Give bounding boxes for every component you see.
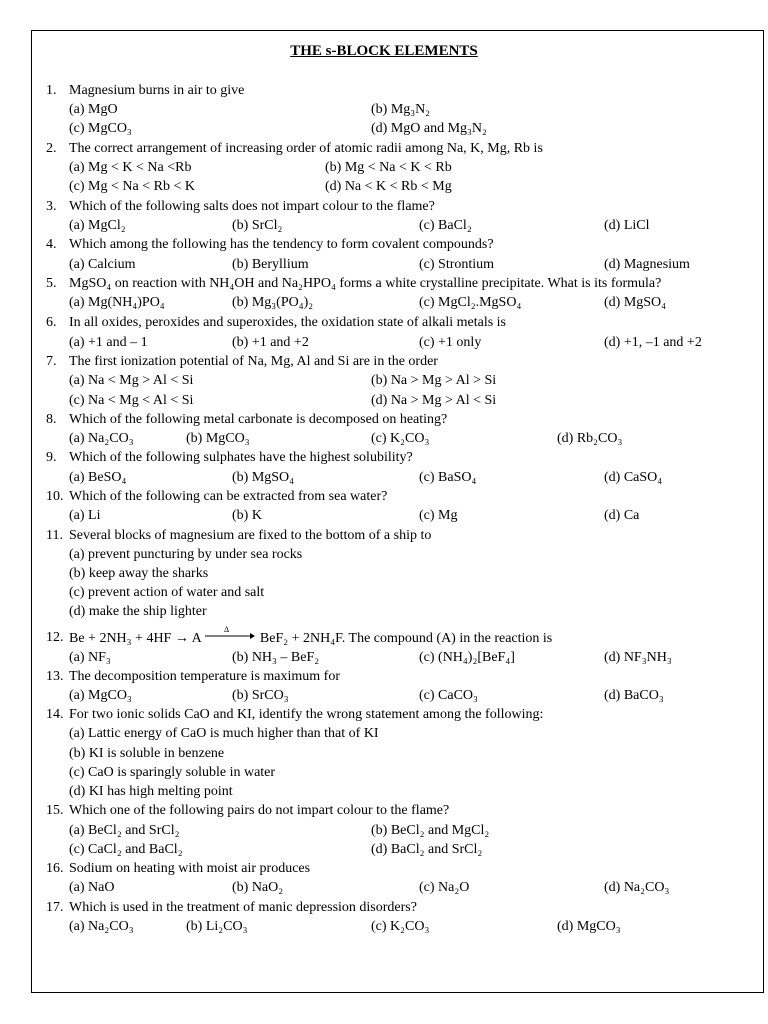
question-number: 17. <box>46 900 64 915</box>
option-d: (d) MgO and Mg₃N₂ <box>371 121 487 136</box>
option-a: (a) Li <box>69 508 101 523</box>
option-a: (a) Na₂CO₃ <box>69 431 134 446</box>
option-d: (d) Magnesium <box>604 257 690 272</box>
option-c: (c) prevent action of water and salt <box>69 585 265 600</box>
option-b: (b) K <box>232 508 262 523</box>
question-text: Sodium on heating with moist air produces <box>69 861 311 876</box>
option-d: (d) NF₃NH₃ <box>604 650 672 665</box>
question-number: 9. <box>46 450 57 465</box>
option-a: (a) +1 and – 1 <box>69 335 148 350</box>
option-a: (a) Lattic energy of CaO is much higher than that of KI <box>69 726 379 741</box>
option-c: (c) CaO is sparingly soluble in water <box>69 765 276 780</box>
question-text <box>69 625 553 648</box>
heat-symbol: Δ <box>224 625 230 634</box>
question-text: Several blocks of magnesium are fixed to the bottom of a ship to <box>69 528 432 543</box>
option-c: (c) CaCO₃ <box>419 688 478 703</box>
option-d: (d) CaSO₄ <box>604 470 663 485</box>
question-text: The decomposition temperature is maximum for <box>69 669 340 684</box>
option-c: (c) BaCl₂ <box>419 218 472 233</box>
question-number: 5. <box>46 276 57 291</box>
option-a: (a) Na₂CO₃ <box>69 919 134 934</box>
question-number: 4. <box>46 237 57 252</box>
option-c: (c) Na < Mg < Al < Si <box>69 393 194 408</box>
option-a: (a) Mg < K < Na <Rb <box>69 160 192 175</box>
option-a: (a) Calcium <box>69 257 136 272</box>
option-b: (b) SrCO₃ <box>232 688 289 703</box>
option-c: (c) Mg <box>419 508 458 523</box>
option-c: (c) Na₂O <box>419 880 470 895</box>
option-d: (d) make the ship lighter <box>69 604 207 619</box>
option-a: (a) prevent puncturing by under sea rocks <box>69 547 303 562</box>
question-number: 7. <box>46 354 57 369</box>
question-text: The correct arrangement of increasing order of atomic radii among Na, K, Mg, Rb is <box>69 141 543 156</box>
question-text: Magnesium burns in air to give <box>69 83 245 98</box>
question-number: 12. <box>46 630 64 645</box>
question-number: 6. <box>46 315 57 330</box>
question-text: Which of the following metal carbonate is decomposed on heating? <box>69 412 448 427</box>
option-d: (d) Na > Mg > Al < Si <box>371 393 497 408</box>
question-text: In all oxides, peroxides and superoxides, the oxidation state of alkali metals is <box>69 315 507 330</box>
option-b: (b) keep away the sharks <box>69 566 209 581</box>
question-text: Which of the following can be extracted from sea water? <box>69 489 388 504</box>
option-d: (d) BaCl₂ and SrCl₂ <box>371 842 483 857</box>
option-d: (d) KI has high melting point <box>69 784 233 799</box>
question-number: 1. <box>46 83 57 98</box>
question-text: Which one of the following pairs do not impart colour to the flame? <box>69 803 450 818</box>
question-number: 14. <box>46 707 64 722</box>
option-b: (b) Beryllium <box>232 257 309 272</box>
option-b: (b) NH₃ – BeF₂ <box>232 650 320 665</box>
option-d: (d) MgSO₄ <box>604 295 667 310</box>
option-c: (c) K₂CO₃ <box>371 431 430 446</box>
option-a: (a) NaO <box>69 880 115 895</box>
option-d: (d) BaCO₃ <box>604 688 664 703</box>
option-c: (c) Mg < Na < Rb < K <box>69 179 195 194</box>
option-b: (b) Mg < Na < K < Rb <box>325 160 452 175</box>
option-d: (d) MgCO₃ <box>557 919 621 934</box>
option-b: (b) Mg₃N₂ <box>371 102 431 117</box>
option-d: (d) LiCl <box>604 218 650 233</box>
option-a: (a) NF₃ <box>69 650 111 665</box>
reaction-left-side: Be + 2NH₃ + 4HF → A <box>69 631 205 646</box>
option-b: (b) MgSO₄ <box>232 470 295 485</box>
option-a: (a) MgCl₂ <box>69 218 126 233</box>
option-c: (c) +1 only <box>419 335 482 350</box>
option-d: (d) +1, –1 and +2 <box>604 335 702 350</box>
question-text: MgSO₄ on reaction with NH₄OH and Na₂HPO₄ forms a white crystalline precipitate. What is its formula? <box>69 276 662 291</box>
question-number: 8. <box>46 412 57 427</box>
option-a: (a) MgCO₃ <box>69 688 132 703</box>
reaction-arrow <box>204 625 256 643</box>
option-d: (d) Na₂CO₃ <box>604 880 670 895</box>
question-text: Which among the following has the tendency to form covalent compounds? <box>69 237 494 252</box>
option-a: (a) Mg(NH₄)PO₄ <box>69 295 165 310</box>
reaction-right-side: BeF₂ + 2NH₄F. The compound (A) in the reaction is <box>256 631 553 646</box>
option-b: (b) NaO₂ <box>232 880 284 895</box>
question-number: 2. <box>46 141 57 156</box>
option-b: (b) SrCl₂ <box>232 218 283 233</box>
question-number: 3. <box>46 199 57 214</box>
option-a: (a) BeSO₄ <box>69 470 127 485</box>
option-c: (c) MgCl₂.MgSO₄ <box>419 295 522 310</box>
option-c: (c) (NH₄)₂[BeF₄] <box>419 650 515 665</box>
question-number: 11. <box>46 528 63 543</box>
question-number: 13. <box>46 669 64 684</box>
option-b: (b) KI is soluble in benzene <box>69 746 225 761</box>
option-b: (b) +1 and +2 <box>232 335 309 350</box>
question-text: Which of the following salts does not impart colour to the flame? <box>69 199 435 214</box>
option-a: (a) MgO <box>69 102 118 117</box>
option-c: (c) K₂CO₃ <box>371 919 430 934</box>
option-d: (d) Rb₂CO₃ <box>557 431 623 446</box>
question-text: For two ionic solids CaO and KI, identify the wrong statement among the following: <box>69 707 544 722</box>
option-b: (b) BeCl₂ and MgCl₂ <box>371 823 490 838</box>
option-b: (b) Na > Mg > Al > Si <box>371 373 497 388</box>
option-b: (b) Mg₃(PO₄)₂ <box>232 295 314 310</box>
question-text: The first ionization potential of Na, Mg, Al and Si are in the order <box>69 354 438 369</box>
question-text: Which of the following sulphates have the highest solubility? <box>69 450 413 465</box>
question-text: Which is used in the treatment of manic depression disorders? <box>69 900 417 915</box>
right-arrow-icon <box>204 625 256 645</box>
option-a: (a) BeCl₂ and SrCl₂ <box>69 823 180 838</box>
option-c: (c) CaCl₂ and BaCl₂ <box>69 842 183 857</box>
option-d: (d) Na < K < Rb < Mg <box>325 179 452 194</box>
question-number: 10. <box>46 489 64 504</box>
option-c: (c) BaSO₄ <box>419 470 477 485</box>
option-d: (d) Ca <box>604 508 640 523</box>
question-number: 15. <box>46 803 64 818</box>
option-c: (c) MgCO₃ <box>69 121 132 136</box>
option-b: (b) MgCO₃ <box>186 431 250 446</box>
option-a: (a) Na < Mg > Al < Si <box>69 373 194 388</box>
option-c: (c) Strontium <box>419 257 495 272</box>
question-number: 16. <box>46 861 64 876</box>
page-title: THE s-BLOCK ELEMENTS <box>290 43 478 59</box>
option-b: (b) Li₂CO₃ <box>186 919 248 934</box>
